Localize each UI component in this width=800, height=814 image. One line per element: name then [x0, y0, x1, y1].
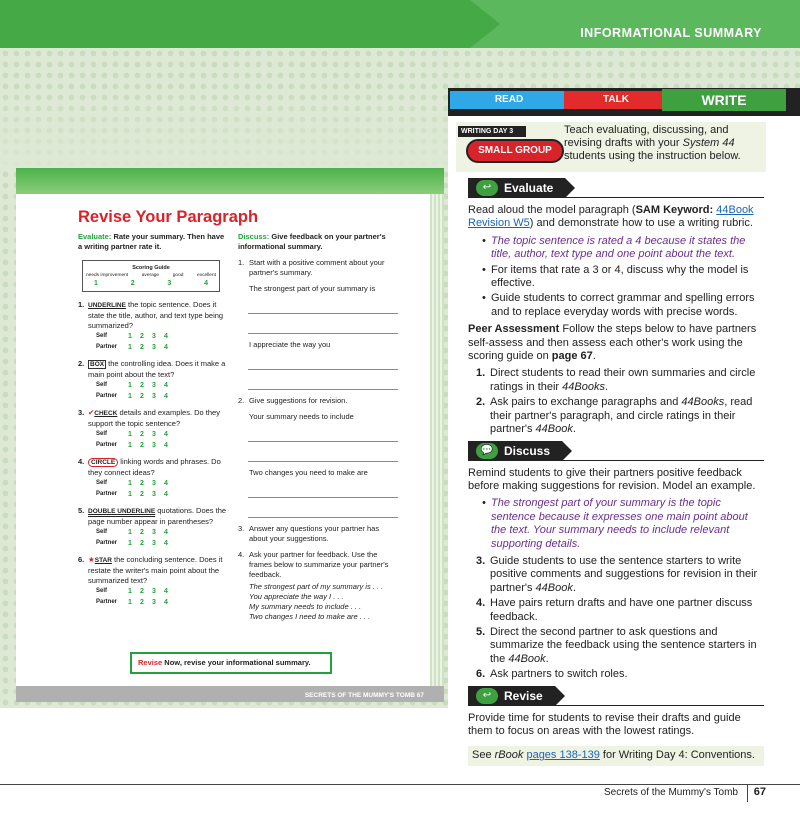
list-item — [476, 555, 764, 595]
rating-label: Partner — [96, 442, 118, 448]
rating-option[interactable]: 1 — [128, 382, 132, 389]
self-rating-row — [96, 586, 228, 597]
write-line — [248, 498, 398, 518]
heading-bar: Revise — [468, 686, 555, 706]
text-part: Direct students to read their own summaries and circle ratings in their — [490, 367, 756, 393]
tab-write[interactable]: WRITE — [662, 89, 786, 111]
rating-option[interactable]: 3 — [152, 480, 156, 487]
discuss-text: Give feedback on your partner's informational summary. — [238, 232, 386, 251]
level-number: 3 — [167, 280, 172, 287]
rating-option[interactable]: 1 — [128, 344, 132, 351]
rating-option[interactable]: 3 — [152, 540, 156, 547]
student-page-thumbnail — [16, 168, 444, 702]
speech-bubbles-icon: 💬 — [476, 443, 498, 459]
rating-option[interactable]: 3 — [152, 393, 156, 400]
step-number: 4. — [476, 597, 486, 610]
item-number: 5. — [78, 506, 85, 515]
rating-option[interactable]: 4 — [164, 393, 168, 400]
text-part: Ask partners to switch roles. — [490, 668, 628, 681]
markup-keyword: UNDERLINE — [88, 302, 126, 309]
rating-option[interactable]: 4 — [164, 382, 168, 389]
evaluate-column — [78, 232, 228, 608]
footer-title: Secrets of the Mummy's Tomb — [604, 787, 738, 798]
rating-option[interactable]: 3 — [152, 344, 156, 351]
student-page-side-band — [430, 194, 444, 686]
text-part: . — [545, 652, 549, 665]
text-part: See — [472, 749, 495, 762]
rating-option[interactable]: 2 — [140, 540, 144, 547]
footer-rule — [0, 784, 800, 785]
item-number: 4. — [238, 550, 245, 559]
banner-right-panel — [470, 0, 800, 48]
rating-option[interactable]: 1 — [128, 480, 132, 487]
rating-option[interactable]: 1 — [128, 540, 132, 547]
evaluate-item — [78, 359, 228, 402]
feedback-frame: Two changes I need to make are . . . — [249, 612, 371, 621]
rating-option[interactable]: 4 — [164, 540, 168, 547]
teacher-content — [468, 178, 764, 766]
rating-option[interactable]: 1 — [128, 393, 132, 400]
text-emphasis: 44Books — [681, 396, 725, 409]
rating-option[interactable]: 1 — [128, 442, 132, 449]
discuss-instruction — [238, 232, 398, 252]
text-part: Direct the second partner to ask questions and summarize the feedback using the sentence starters in the — [490, 625, 757, 665]
rating-option[interactable]: 4 — [164, 333, 168, 340]
intro-emphasis: System 44 — [682, 137, 735, 149]
write-line — [248, 294, 398, 314]
item-description: the concluding sentence. Does it restate the writer's main point about the summarized text? — [88, 555, 223, 585]
evaluate-item — [78, 555, 228, 608]
evaluate-bullets — [482, 235, 764, 319]
discuss-bullets — [482, 497, 764, 551]
rating-option[interactable]: 1 — [128, 588, 132, 595]
rating-option[interactable]: 4 — [164, 529, 168, 536]
evaluate-item-text — [78, 300, 228, 331]
self-rating-row — [96, 380, 228, 391]
lesson-tabs — [448, 88, 800, 116]
rating-option[interactable]: 2 — [140, 480, 144, 487]
rating-option[interactable]: 4 — [164, 442, 168, 449]
discuss-lead: Discuss: — [238, 232, 270, 241]
top-banner — [0, 0, 800, 48]
text-part: for Writing Day 4: Conventions. — [599, 749, 755, 762]
rating-label: Partner — [96, 599, 118, 605]
rating-option[interactable]: 2 — [140, 599, 144, 606]
item-text — [88, 408, 228, 429]
page-reference: page 67 — [551, 350, 593, 363]
item-text: Ask your partner for feedback. Use the frames below to summarize your partner's feedback. — [249, 550, 389, 579]
item-text: Start with a positive comment about your partner's summary. — [249, 258, 385, 277]
item-text — [88, 457, 228, 478]
rating-option[interactable]: 3 — [152, 599, 156, 606]
rating-option[interactable]: 2 — [140, 431, 144, 438]
scoring-guide — [82, 260, 220, 292]
rating-option[interactable]: 1 — [128, 333, 132, 340]
markup-keyword: BOX — [90, 361, 105, 368]
star-icon: ★ — [88, 555, 95, 564]
student-page-footer: SECRETS OF THE MUMMY'S TOMB 67 — [304, 692, 424, 699]
rating-option[interactable]: 3 — [152, 333, 156, 340]
rating-option[interactable]: 4 — [164, 599, 168, 606]
rating-option[interactable]: 2 — [140, 442, 144, 449]
markup-keyword: CIRCLE — [88, 458, 118, 467]
self-rating-row — [96, 527, 228, 538]
partner-rating-row — [96, 489, 228, 500]
item-description: the topic sentence. Does it state the title, author, and text type being summarized? — [88, 300, 224, 330]
step-number: 5. — [476, 625, 486, 638]
revise-paragraph: Provide time for students to revise their drafts and guide them to focus on areas with the lowest ratings. — [468, 711, 741, 737]
tab-read[interactable]: READ — [450, 91, 568, 109]
scoring-guide-title: Scoring Guide — [132, 265, 170, 271]
sentence-starter: The strongest part of your summary is — [249, 284, 376, 293]
page-number: 67 — [753, 786, 766, 798]
step-number: 3. — [476, 554, 486, 567]
item-text: Answer any questions your partner has about your suggestions. — [249, 524, 380, 543]
rating-option[interactable]: 2 — [140, 529, 144, 536]
evaluate-item-text — [78, 457, 228, 478]
evaluate-item — [78, 457, 228, 500]
self-rating-row — [96, 429, 228, 440]
list-item: • Guide students to correct grammar and spelling errors and to replace everyday words with precise words. — [482, 292, 764, 319]
keyword-label: SAM Keyword: — [635, 204, 717, 216]
evaluate-lead: Evaluate: — [78, 232, 112, 241]
revise-text: Now, revise your informational summary. — [162, 658, 311, 667]
item-text: Give suggestions for revision. — [249, 396, 348, 405]
heading-bar: Evaluate — [468, 178, 565, 198]
list-item — [476, 668, 764, 681]
evaluate-item-text — [78, 555, 228, 586]
discuss-item — [238, 550, 398, 580]
writing-day-badge — [456, 122, 566, 170]
item-number: 1. — [78, 300, 85, 309]
evaluate-text: Rate your summary. Then have a writing partner rate it. — [78, 232, 225, 251]
item-number: 4. — [78, 457, 85, 466]
write-line — [248, 478, 398, 498]
rating-label: Self — [96, 529, 108, 535]
item-description: details and examples. Do they support the topic sentence? — [88, 408, 220, 428]
rating-label: Partner — [96, 540, 118, 546]
tab-talk[interactable]: TALK — [564, 91, 668, 109]
discuss-heading — [468, 441, 764, 461]
markup-keyword: DOUBLE UNDERLINE — [88, 508, 156, 515]
item-number: 3. — [78, 408, 85, 417]
step-number: 2. — [476, 396, 486, 409]
banner-arrow-notch — [470, 0, 500, 48]
item-number: 2. — [78, 359, 85, 368]
evaluate-item — [78, 506, 228, 549]
discuss-steps — [476, 555, 764, 682]
rating-option[interactable]: 3 — [152, 588, 156, 595]
text-emphasis: 44Book — [508, 652, 546, 665]
revise-heading — [468, 686, 764, 706]
text-emphasis: 44Book — [535, 423, 573, 436]
peer-assessment-label: Peer Assessment — [468, 323, 560, 336]
evaluate-heading — [468, 178, 764, 198]
text-emphasis: 44Book — [535, 581, 573, 594]
item-text — [88, 359, 228, 380]
text-part: Read aloud the model paragraph ( — [468, 204, 636, 216]
writing-day-label: WRITING DAY 3 — [458, 126, 526, 137]
discuss-item — [238, 524, 398, 544]
discuss-column — [238, 232, 398, 622]
rating-option[interactable]: 1 — [128, 431, 132, 438]
text-emphasis: 44Books — [562, 380, 605, 393]
peer-steps — [476, 367, 764, 436]
rating-option[interactable]: 3 — [152, 491, 156, 498]
self-rating-row — [96, 478, 228, 489]
partner-rating-row — [96, 538, 228, 549]
text-part: . — [592, 350, 596, 363]
small-group-pill: SMALL GROUP — [466, 139, 564, 163]
item-description: the controlling idea. Does it make a main point about the text? — [88, 359, 226, 379]
sentence-starter: Your summary needs to include — [249, 412, 354, 421]
step-number: 1. — [476, 367, 486, 380]
self-rating-row — [96, 331, 228, 342]
evaluate-items — [78, 300, 228, 608]
rating-label: Self — [96, 333, 108, 339]
rating-option[interactable]: 2 — [140, 491, 144, 498]
partner-rating-row — [96, 597, 228, 608]
partner-rating-row — [96, 440, 228, 451]
see-also-bar — [468, 746, 764, 765]
back-arrow-icon: ↩ — [476, 688, 498, 704]
teacher-panel — [448, 88, 800, 784]
rating-option[interactable]: 1 — [128, 529, 132, 536]
discuss-item — [238, 258, 398, 278]
peer-assessment-paragraph — [468, 323, 764, 363]
evaluate-item — [78, 408, 228, 451]
rating-label: Self — [96, 588, 108, 594]
text-emphasis: rBook — [494, 749, 524, 762]
evaluate-item-text — [78, 359, 228, 380]
rating-option[interactable]: 2 — [140, 588, 144, 595]
banner-title: INFORMATIONAL SUMMARY — [580, 26, 762, 40]
text-part: Follow the steps below to have partners self-assess and then assess each other's work using the scoring guide on — [468, 323, 757, 363]
rating-option[interactable]: 4 — [164, 480, 168, 487]
intro-part: Teach evaluating, discussing, and revising drafts with your — [564, 124, 729, 149]
level-number: 4 — [204, 280, 208, 287]
feedback-frame: My summary needs to include . . . — [249, 602, 362, 611]
list-item: • The topic sentence is rated a 4 because it states the title, author, text type and one point about the text. — [482, 235, 764, 262]
write-line — [248, 422, 398, 442]
list-item — [476, 396, 764, 436]
discuss-item — [238, 396, 398, 406]
text-part: . — [572, 423, 576, 436]
list-item: • For items that rate a 3 or 4, discuss why the model is effective. — [482, 264, 764, 291]
feedback-frame: The strongest part of my summary is . . . — [249, 582, 384, 591]
rating-option[interactable]: 2 — [140, 393, 144, 400]
scoring-guide-numbers — [86, 279, 216, 289]
revise-label: Revise — [138, 658, 163, 667]
item-number: 2. — [238, 396, 245, 405]
footer-separator — [747, 784, 748, 802]
background-fade — [0, 90, 450, 170]
rating-label: Self — [96, 480, 108, 486]
item-number: 3. — [238, 524, 245, 533]
intro-part: students using the instruction below. — [564, 150, 741, 162]
evaluate-item — [78, 300, 228, 353]
feedback-frame: You appreciate the way I . . . — [249, 592, 344, 601]
level-label: good — [172, 273, 184, 278]
rating-option[interactable]: 4 — [164, 588, 168, 595]
back-arrow-icon: ↩ — [476, 180, 498, 196]
text-part: Guide students to use the sentence starters to write positive comments and suggestions for revision in their partner's — [490, 554, 758, 594]
list-item — [476, 597, 764, 624]
scoring-guide-levels — [86, 273, 216, 279]
write-line — [248, 314, 398, 334]
rating-option[interactable]: 4 — [164, 491, 168, 498]
rating-option[interactable]: 2 — [140, 382, 144, 389]
intro-text — [564, 124, 764, 163]
item-text — [88, 300, 228, 331]
rating-label: Self — [96, 382, 108, 388]
item-description: linking words and phrases. Do they connect ideas? — [88, 457, 221, 477]
rating-label: Partner — [96, 393, 118, 399]
pages-link[interactable]: pages 138-139 — [526, 749, 600, 762]
item-text — [88, 555, 228, 586]
text-part: . — [604, 380, 609, 393]
item-number: 1. — [238, 258, 245, 267]
list-item — [476, 367, 764, 394]
rating-option[interactable]: 2 — [140, 333, 144, 340]
student-page-top-band — [16, 168, 444, 194]
text-part: . — [572, 581, 576, 594]
rating-label: Self — [96, 431, 108, 437]
keyword-link[interactable]: 44Book Revision W5 — [468, 204, 754, 230]
level-number: 1 — [94, 280, 98, 287]
step-number: 6. — [476, 668, 486, 681]
rating-option[interactable]: 4 — [164, 431, 168, 438]
level-label: needs improvement — [86, 273, 129, 278]
rating-option[interactable]: 1 — [128, 491, 132, 498]
level-label: average — [141, 273, 160, 278]
write-line — [248, 442, 398, 462]
heading-bar: Discuss — [468, 441, 562, 461]
evaluate-item-text — [78, 408, 228, 429]
sentence-starter: Two changes you need to make are — [249, 468, 368, 477]
text-part: ) and demonstrate how to use a writing rubric. — [529, 217, 753, 230]
rating-label: Partner — [96, 344, 118, 350]
rating-option[interactable]: 3 — [152, 382, 156, 389]
item-text — [88, 506, 228, 527]
check-icon: ✔ — [88, 408, 95, 417]
student-page-title: Revise Your Paragraph — [78, 208, 259, 226]
rating-option[interactable]: 2 — [140, 344, 144, 351]
partner-rating-row — [96, 391, 228, 402]
sentence-starter: I appreciate the way you — [249, 340, 331, 349]
evaluate-item-text — [78, 506, 228, 527]
markup-keyword: STAR — [94, 557, 112, 564]
evaluate-paragraph — [468, 204, 764, 231]
text-part: Ask pairs to exchange paragraphs and — [490, 396, 682, 409]
rating-option[interactable]: 3 — [152, 529, 156, 536]
revise-callout — [130, 652, 332, 674]
write-line — [248, 350, 398, 370]
rating-option[interactable]: 3 — [152, 442, 156, 449]
write-line — [248, 370, 398, 390]
list-item — [476, 626, 764, 666]
markup-keyword: CHECK — [94, 410, 118, 417]
rating-option[interactable]: 3 — [152, 431, 156, 438]
evaluate-instruction — [78, 232, 228, 252]
list-item: • The strongest part of your summary is the topic sentence because it expresses one main point about the text. Your summary needs to include relevant supporting details. — [482, 497, 764, 551]
discuss-paragraph: Remind students to give their partners positive feedback before making suggestions for revision. Model an example. — [468, 466, 756, 492]
rating-label: Partner — [96, 491, 118, 497]
text-part: Have pairs return drafts and have one partner discuss feedback. — [490, 597, 753, 623]
partner-rating-row — [96, 342, 228, 353]
item-number: 6. — [78, 555, 85, 564]
item-description: quotations. Does the page number appear in parentheses? — [88, 506, 227, 526]
text-part: , read their partner's paragraph, and circle ratings in their partner's — [490, 396, 753, 436]
level-number: 2 — [130, 280, 135, 287]
rating-option[interactable]: 4 — [164, 344, 168, 351]
level-label: excellent — [197, 273, 216, 278]
rating-option[interactable]: 1 — [128, 599, 132, 606]
